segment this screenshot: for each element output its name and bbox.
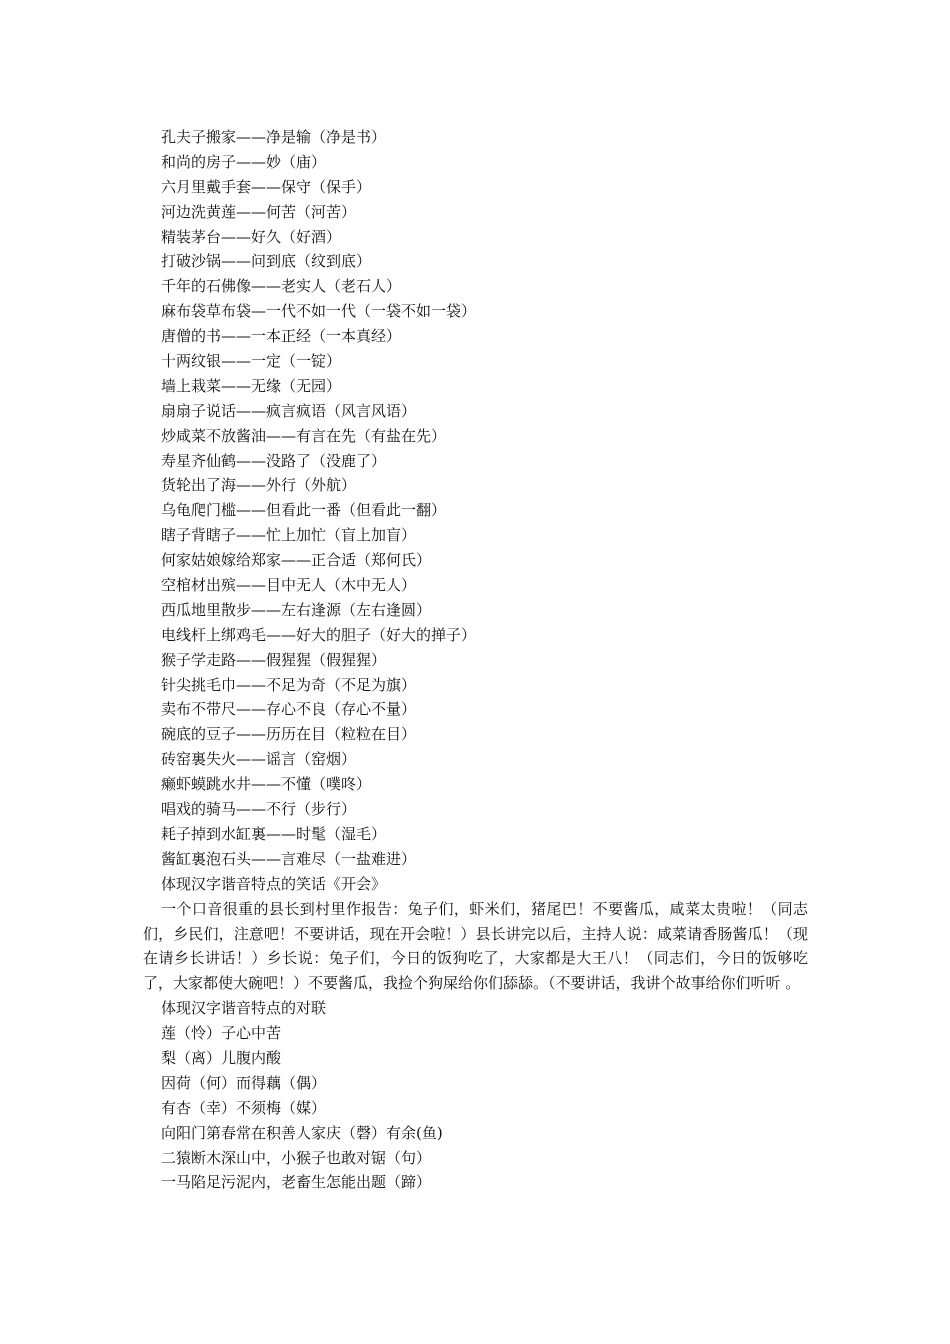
xiehouyu-line: 电线杆上绑鸡毛——好大的胆子（好大的掸子） [161, 625, 477, 644]
couplet-line: 二猿断木深山中，小猴子也敢对锯（句） [161, 1148, 432, 1167]
xiehouyu-line: 卖布不带尺——存心不良（存心不量） [161, 700, 417, 719]
xiehouyu-line: 唱戏的骑马——不行（步行） [161, 800, 357, 819]
xiehouyu-line: 空棺材出殡——目中无人（木中无人） [161, 576, 417, 595]
xiehouyu-line: 千年的石佛像——老实人（老石人） [161, 277, 402, 296]
document-page [143, 125, 808, 1195]
couplet-line: 一马陷足污泥内，老畜生怎能出题（蹄） [161, 1173, 432, 1192]
xiehouyu-line: 六月里戴手套——保守（保手） [161, 177, 372, 196]
xiehouyu-line: 孔夫子搬家——净是输（净是书） [161, 128, 387, 146]
xiehouyu-line: 扇扇子说话——疯言疯语（风言风语） [161, 401, 417, 420]
xiehouyu-line: 瞎子背瞎子——忙上加忙（盲上加盲） [161, 526, 417, 545]
xiehouyu-line: 寿星齐仙鹤——没路了（没鹿了） [161, 451, 387, 470]
xiehouyu-line: 耗子掉到水缸裏——时髦（湿毛） [161, 824, 387, 843]
xiehouyu-line: 墙上栽菜——无缘（无园） [161, 376, 342, 395]
xiehouyu-line: 何家姑娘嫁给郑家——正合适（郑何氏） [161, 551, 432, 570]
xiehouyu-line: 炒咸菜不放酱油——有言在先（有盐在先） [161, 426, 447, 445]
xiehouyu-line: 精装茅台——好久（好酒） [161, 227, 342, 246]
xiehouyu-line: 砖窑裏失火——谣言（窑烟） [161, 750, 357, 769]
xiehouyu-line: 西瓜地里散步——左右逢源（左右逢圆） [161, 600, 432, 619]
xiehouyu-line: 酱缸裏泡石头——言难尽（一盐难进） [161, 849, 417, 868]
xiehouyu-line: 货轮出了海——外行（外航） [161, 476, 357, 495]
xiehouyu-line: 乌龟爬门槛——但看此一番（但看此一翻） [161, 501, 447, 520]
xiehouyu-line: 癞虾蟆跳水井——不懂（噗咚） [161, 775, 372, 794]
xiehouyu-line: 河边洗黄莲——何苦（河苦） [161, 202, 357, 221]
couplet-line: 向阳门第春常在积善人家庆（磬）有余(鱼) [161, 1123, 443, 1142]
xiehouyu-line: 麻布袋草布袋—一代不如一代（一袋不如一袋） [161, 302, 477, 321]
xiehouyu-line: 针尖挑毛巾——不足为奇（不足为旗） [161, 675, 417, 694]
xiehouyu-line: 和尚的房子——妙（庙） [161, 152, 327, 171]
couplet-line: 有杏（幸）不须梅（媒） [161, 1098, 327, 1117]
couplets-list [143, 1021, 808, 1195]
xiehouyu-line: 唐僧的书——一本正经（一本真经） [161, 327, 402, 346]
xiehouyu-line: 十两纹银——一定（一锭） [161, 352, 342, 371]
joke-body: 一个口音很重的县长到村里作报告：兔子们，虾米们，猪尾巴！不要酱瓜，咸菜太贵啦！（同志们，乡民们，注意吧！不要讲话，现在开会啦！）县长讲完以后，主持人说：咸菜请香肠酱瓜！（现在请乡长讲话！）乡长说：兔子们，今日的饭狗吃了，大家都是大王八！（同志们，今日的饭够吃了，大家都使大碗吧！）不要酱瓜，我捡个狗屎给你们舔舔。（不要讲话，我讲个故事给你们听听 。 [143, 899, 808, 993]
couplets-heading: 体现汉字谐音特点的对联 [161, 999, 327, 1018]
couplet-line: 莲（怜）子心中苦 [161, 1024, 282, 1043]
couplet-line: 因荷（何）而得藕（偶） [161, 1073, 327, 1092]
xiehouyu-line: 打破沙锅——问到底（纹到底） [161, 252, 372, 271]
xiehouyu-line: 碗底的豆子——历历在目（粒粒在目） [161, 725, 417, 744]
xiehouyu-line: 猴子学走路——假猩猩（假猩猩） [161, 650, 387, 669]
xiehouyu-list [143, 125, 808, 872]
couplet-line: 梨（离）儿腹内酸 [161, 1049, 282, 1068]
joke-heading: 体现汉字谐音特点的笑话《开会》 [161, 874, 387, 893]
